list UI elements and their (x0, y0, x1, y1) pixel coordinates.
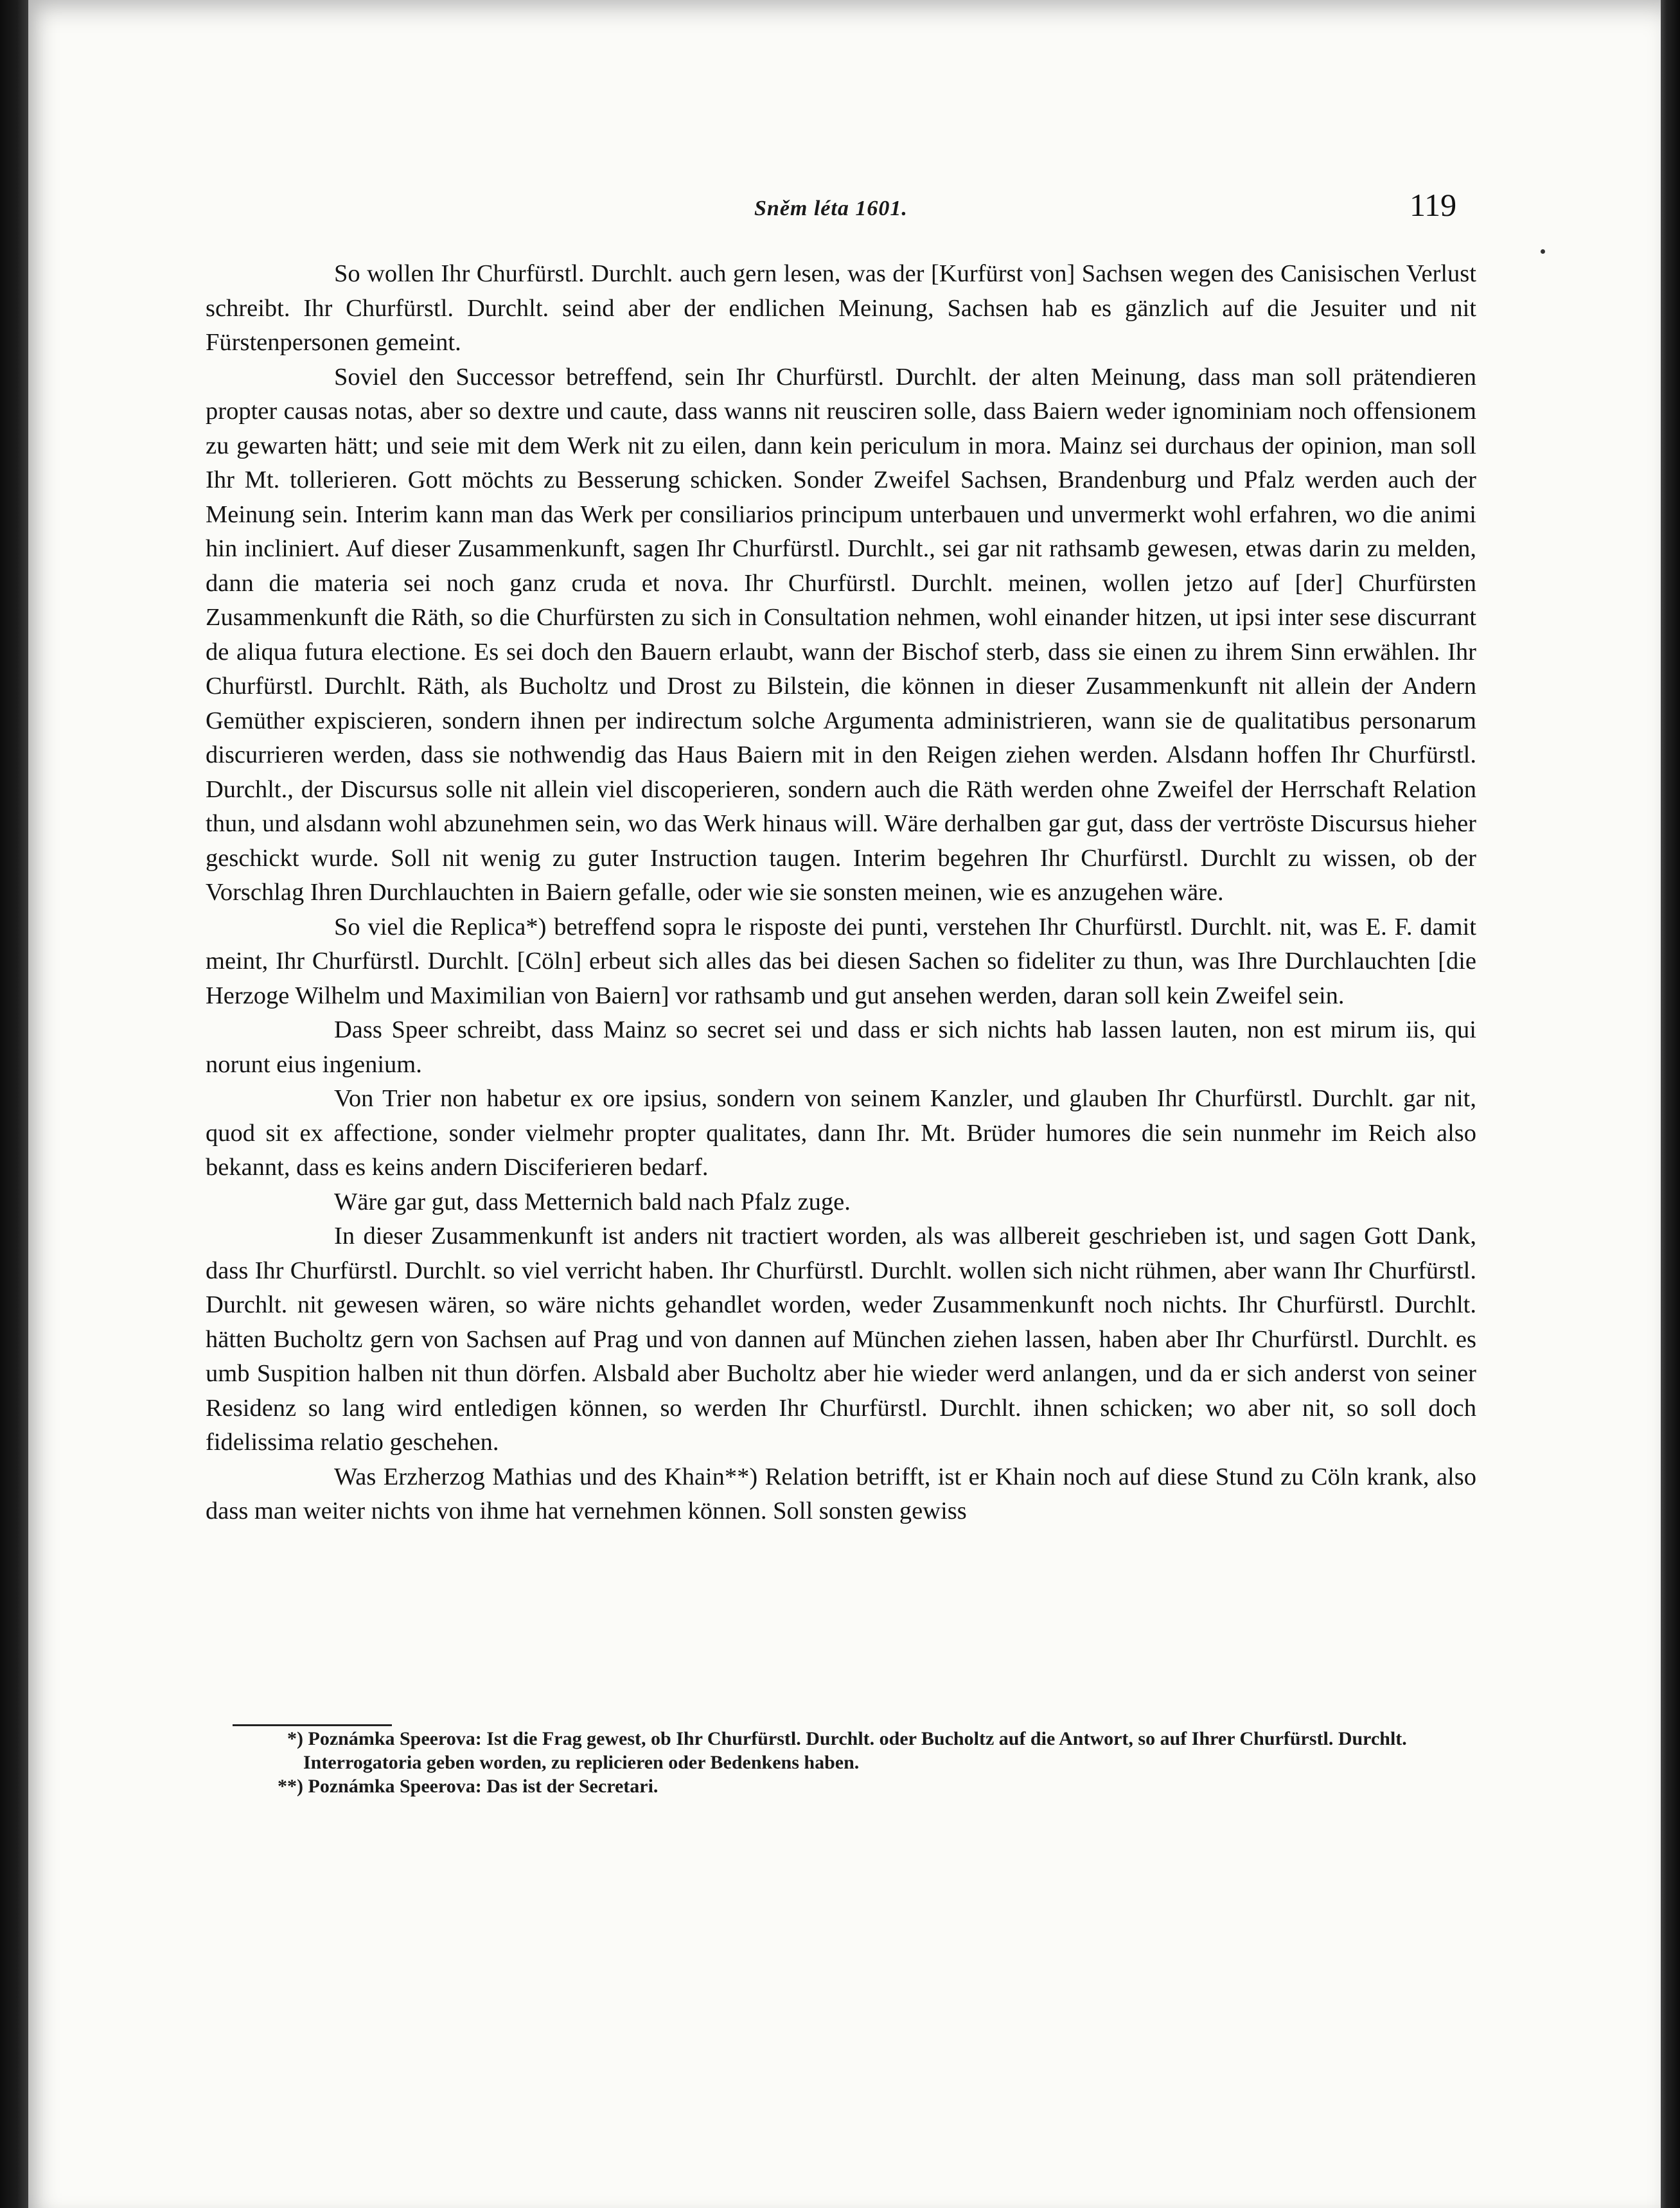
paragraph: Was Erzherzog Mathias und des Khain**) Relation betrifft, ist er Khain noch auf diese Stund zu Cöln krank, also dass man weiter nichts von ihme hat vernehmen können. Soll sonsten gewiss (206, 1463, 1476, 1524)
footnote-mark: **) (278, 1776, 303, 1797)
footnote-text: Poznámka Speerova: Ist die Frag gewest, ob Ihr Churfürstl. Durchlt. oder Bucholtz auf die Antwort, so auf Ihrer Churfürstl. Durchlt. Interrogatoria geben worden, zu replicieren oder Bedenkens haben. (303, 1728, 1407, 1773)
scan-speck (1541, 249, 1545, 254)
paragraph: In dieser Zusammenkunft ist anders nit tractiert worden, als was allbereit geschrieben ist, und sagen Gott Dank, dass Ihr Churfürstl. Durchlt. so viel verricht haben. Ihr Churfürstl. Durchlt. wollen sich nicht rühmen, aber wann Ihr Churfürstl. Durchlt. nit gewesen wären, so wäre nichts gehandlet worden, weder Zusammenkunft noch nichts. Ihr Churfürstl. Durchlt. hätten Bucholtz gern von Sachsen auf Prag und von dannen auf München ziehen lassen, haben aber Ihr Churfürstl. Durchlt. es umb Suspition halben nit thun dörfen. Alsbald aber Bucholtz aber hie wieder werd anlangen, und da er sich anderst von seiner Residenz so lang wird entledigen können, so werden Ihr Churfürstl. Durchlt. ihnen schicken; wo aber nit, so soll doch fidelissima relatio geschehen. (206, 1223, 1476, 1456)
scan-edge-right (1661, 0, 1680, 2208)
scan-edge-left (0, 0, 28, 2208)
footnotes (233, 1727, 1476, 1798)
paragraph: Soviel den Successor betreffend, sein Ihr Churfürstl. Durchlt. der alten Meinung, dass man soll prätendieren propter causas notas, aber so dextre und caute, dass wanns nit reusciren solle, dass Baiern weder ignominiam noch offensionem zu gewarten hätt; und seie mit dem Werk nit zu eilen, dann kein periculum in mora. Mainz sei durchaus der opinion, man soll Ihr Mt. tollerieren. Gott möchts zu Besserung schicken. Sonder Zweifel Sachsen, Brandenburg und Pfalz werden auch der Meinung sein. Interim kann man das Werk per consiliarios principum unterbauen und unvermerkt wohl erfahren, wo die animi hin incliniert. Auf dieser Zusammenkunft, sagen Ihr Churfürstl. Durchlt., sei gar nit rathsamb gewesen, etwas darin zu melden, dann die materia sei noch ganz cruda et nova. Ihr Churfürstl. Durchlt. meinen, wollen jetzo auf [der] Churfürsten Zusammenkunft die Räth, so die Churfürsten zu sich in Consultation nehmen, wohl einander hitzen, ut ipsi inter sese discurrant de aliqua futura electione. Es sei doch den Bauern erlaubt, wann der Bischof sterb, dass sie einen zu ihrem Sinn erwählen. Ihr Churfürstl. Durchlt. Räth, als Bucholtz und Drost zu Bilstein, die können in dieser Zusammenkunft nit allein der Andern Gemüther expiscieren, sondern ihnen per indirectum solche Argumenta administrieren, wann sie de qualitatibus personarum discurrieren werden, dass sie nothwendig das Haus Baiern mit in den Reigen ziehen werden. Alsdann hoffen Ihr Churfürstl. Durchlt., der Discursus solle nit allein viel discoperieren, sondern auch die Räth werden ohne Zweifel der Herrschaft Relation thun, und alsdann wohl abzunehmen sein, wo das Werk hinaus will. Wäre derhalben gar gut, dass der vertröste Discursus hieher geschickt wurde. Soll nit wenig zu guter Instruction taugen. Interim begehren Ihr Churfürstl. Durchlt zu wissen, ob der Vorschlag Ihren Durchlauchten in Baiern gefalle, oder wie sie sonsten meinen, wie es anzugehen wäre. (206, 363, 1476, 906)
body-text (206, 257, 1476, 1529)
footnote-mark: *) (287, 1728, 303, 1749)
page-header (28, 186, 1661, 238)
page-number: 119 (1410, 187, 1457, 223)
running-title: Sněm léta 1601. (754, 197, 908, 220)
paragraph: So viel die Replica*) betreffend sopra le risposte dei punti, verstehen Ihr Churfürstl. Durchlt. nit, was E. F. damit meint, Ihr Churfürstl. Durchlt. [Cöln] erbeut sich alles das bei diesen Sachen so fideliter zu thun, was Ihre Durchlauchten [die Herzoge Wilhelm und Maximilian von Baiern] vor rathsamb und gut ansehen werden, daran soll kein Zweifel sein. (206, 913, 1476, 1009)
paragraph: Wäre gar gut, dass Metternich bald nach Pfalz zuge. (334, 1188, 851, 1215)
paragraph: Von Trier non habetur ex ore ipsius, sondern von seinem Kanzler, und glauben Ihr Churfürstl. Durchlt. gar nit, quod sit ex affectione, sonder vielmehr propter qualitates, dann Ihr. Mt. Brüder humores die sein nunmehr im Reich also bekannt, dass es keins andern Disciferieren bedarf. (206, 1085, 1476, 1181)
paragraph: Dass Speer schreibt, dass Mainz so secret sei und dass er sich nichts hab lassen lauten, non est mirum iis, qui norunt eius ingenium. (206, 1016, 1476, 1078)
footnote-text: Poznámka Speerova: Das ist der Secretari. (308, 1776, 659, 1797)
paragraph: So wollen Ihr Churfürstl. Durchlt. auch gern lesen, was der [Kurfürst von] Sachsen wegen des Canisischen Verlust schreibt. Ihr Churfürstl. Durchlt. seind aber der endlichen Meinung, Sachsen hab es gänzlich auf die Jesuiter und nit Fürstenpersonen gemeint. (206, 260, 1476, 356)
document-page (28, 0, 1661, 2208)
footnote (233, 1727, 1476, 1774)
footnote (233, 1774, 1476, 1798)
footnote-divider (233, 1724, 392, 1726)
